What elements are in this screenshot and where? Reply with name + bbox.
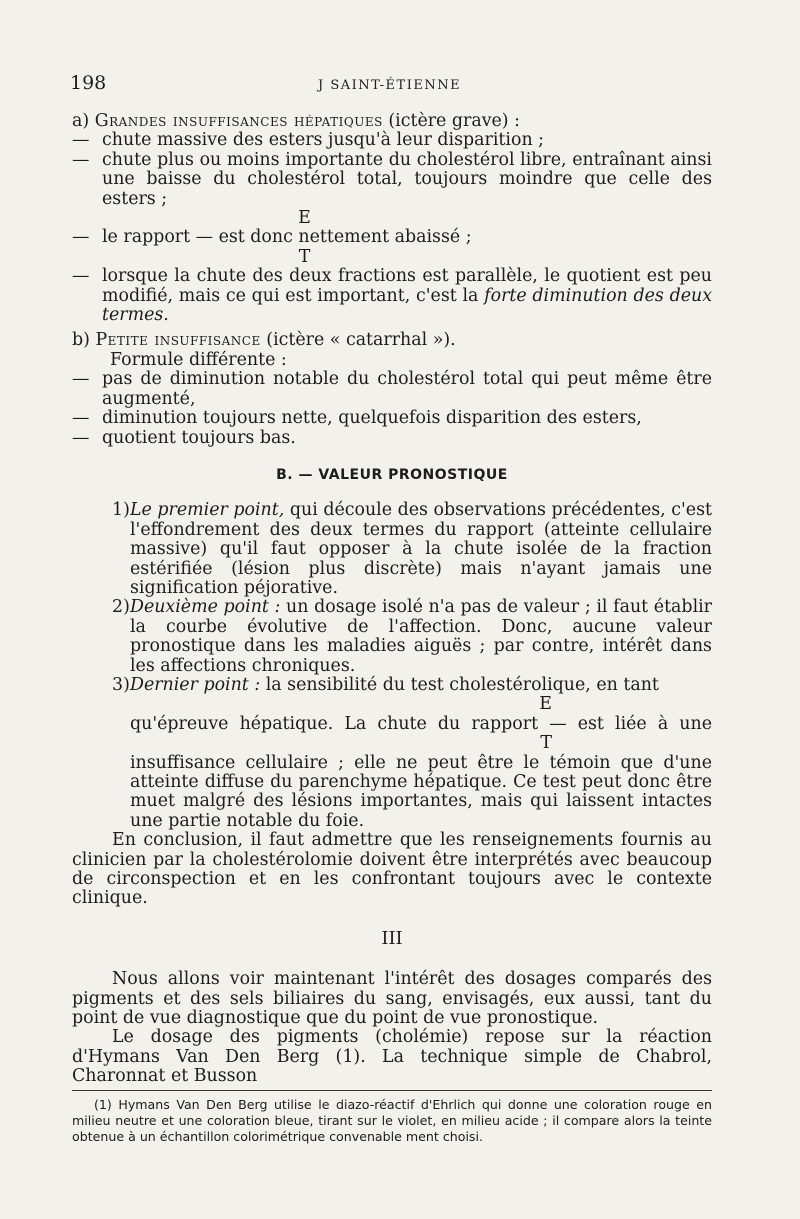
formula-intro: Formule différente : [110,349,287,370]
point-item: 2) Deuxième point : un dosage isolé n'a pas de valeur ; il faut établir la courbe évolutive de l'affection. Donc, aucune valeur pronostique dans les maladies aiguës ; par contre, intérêt dans les affections chroniques. [112,597,712,676]
page-number: 198 [70,72,107,94]
section-heading: B. — VALEUR PRONOSTIQUE [276,466,508,483]
section-a-title-text: Grandes insuffisances hépatiques [94,111,383,131]
point-item: 3) Dernier point : la sensibilité du test cholestérolique, en tant E qu'épreuve hépatique. La chute du rapport — est liée à une T insuffisance cellulaire ; elle ne peut être le témoin que d'une atteinte diffuse du parenchyme hépatique. Ce test peut donc être muet malgré des lésions importantes, mais qui laissent intactes une partie notable du foie. [112,674,712,831]
section-b-title: b) Petite insuffisance (ictère « catarrhal »). [72,330,456,351]
list-item: — pas de diminution notable du cholestérol total qui peut même être augmenté, [72,369,712,409]
list-item: — chute plus ou moins importante du cholestérol libre, entraînant ainsi une baisse du cholestérol total, toujours moindre que celle des esters ; [72,149,712,209]
paragraph: Nous allons voir maintenant l'intérêt des dosages comparés des pigments et des sels biliaires du sang, envisagés, eux aussi, tant du point de vue diagnostique que du point de vue pronostique. [72,969,712,1029]
section-a-title: a) Grandes insuffisances hépatiques (ictère grave) : [72,111,520,131]
list-item: — diminution toujours nette, quelquefois disparition des esters, [72,408,642,429]
list-item: — chute massive des esters jusqu'à leur disparition ; [72,130,545,151]
ratio-denominator: T [298,246,311,267]
section-number: III [381,927,403,949]
paragraph: Le dosage des pigments (cholémie) repose sur la réaction d'Hymans Van Den Berg (1). La technique simple de Chabrol, Charonnat et Busson [72,1027,712,1087]
running-title: J SAINT-ÉTIENNE [318,78,462,93]
ratio-numerator: E [298,208,311,229]
footnote: (1) Hymans Van Den Berg utilise le diazo-réactif d'Ehrlich qui donne une coloration rouge en milieu neutre et une coloration bleue, tirant sur le violet, en milieu acide ; il compare alors la teinte obtenue à un échantillon colorimétrique convenable ment choisi. [72,1090,712,1145]
point-item: 1) Le premier point, qui découle des observations précédentes, c'est l'effondrement des deux termes du rapport (atteinte cellulaire massive) qu'il faut opposer à la chute isolée de la fraction estérifiée (lésion plus discrète) mais n'ayant jamais une signification péjorative. [112,500,712,598]
list-item: — lorsque la chute des deux fractions est parallèle, le quotient est peu modifié, mais ce qui est important, c'est la forte diminution des deux termes. [72,266,713,326]
list-item: — quotient toujours bas. [72,427,296,448]
list-item: — le rapport — est donc nettement abaissé ; [72,227,472,248]
conclusion-paragraph: En conclusion, il faut admettre que les renseignements fournis au clinicien par la cholestérolomie doivent être interprétés avec beaucoup de circonspection et en les confrontant toujours avec le contexte clinique. [72,830,712,909]
main-text [72,112,712,1087]
